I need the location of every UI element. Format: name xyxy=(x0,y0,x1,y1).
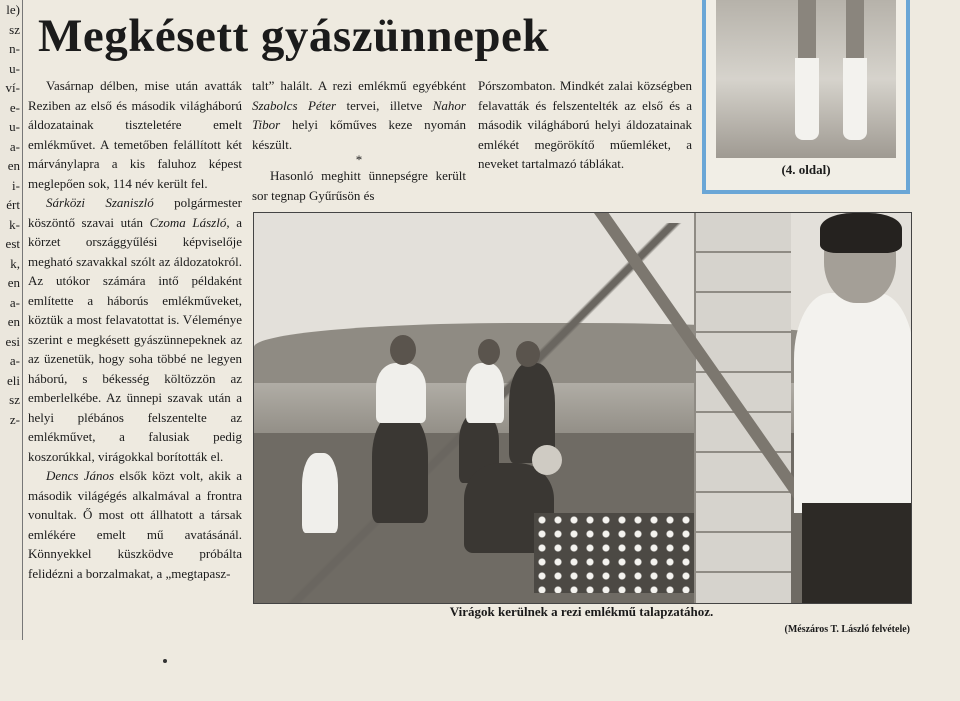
paragraph: Vasárnap délben, mise után avatták Reziben az első és második világháború áldozatainak tiszteletére emelt emlékművet. A temetőben felállított két márványlapra a kis faluhoz képest meglepően sok, 114 név került fel. xyxy=(28,78,242,191)
edge-fragment: i- xyxy=(12,177,20,193)
edge-fragment: en xyxy=(7,275,20,290)
text-run: , a körzet országgyűlési képviselője megható szavakkal szólt az áldozatokról. Az utókor számára intő példaként említette a háborús emlékműveket, köztük a most felavatottat is. Véleménye szerint e megkésett gyászünnepeknek az az üzenetük, hogy soha többé ne legyen háború, s békesség költözzön az emberlelkébe. Az ünnepi szavak után a helyi plébános felszentelte az emlékművet, a falusiak pedig koszorúkkal, virágokkal borították el. xyxy=(28,214,242,464)
main-photo xyxy=(253,212,912,604)
photo-figure xyxy=(794,293,912,513)
photo-figure xyxy=(376,363,426,423)
edge-fragment: en xyxy=(7,158,20,173)
photo-figure xyxy=(372,413,428,523)
edge-fragment: ért xyxy=(6,197,20,212)
edge-fragment: sz xyxy=(9,392,20,407)
person-name: Nahor Tibor xyxy=(252,97,466,132)
teaser-photo xyxy=(716,0,896,158)
edge-fragment: e- xyxy=(9,99,20,115)
adjacent-column-fragment xyxy=(0,0,23,640)
main-photo-caption: Virágok kerülnek a rezi emlékmű talapzatához. xyxy=(449,604,714,619)
text-run: helyi kőműves keze nyomán készült. xyxy=(252,117,466,152)
person-name: Czoma László xyxy=(149,214,227,230)
photo-credit: (Mészáros T. László felvétele) xyxy=(784,624,910,635)
article-column-3 xyxy=(478,76,692,174)
section-separator: * xyxy=(355,152,363,167)
edge-fragment: u- xyxy=(9,119,20,134)
text-run: polgármester köszöntő szavai után xyxy=(28,195,242,230)
text-run: tervei, illetve xyxy=(336,97,433,113)
photo-figure xyxy=(516,341,540,367)
edge-fragment: est xyxy=(5,236,20,251)
person-name: Szabolcs Péter xyxy=(252,97,337,113)
edge-fragment: sz xyxy=(9,21,20,37)
paragraph xyxy=(28,193,242,466)
edge-fragment: z- xyxy=(9,411,20,427)
edge-fragment: n- xyxy=(9,41,20,56)
teaser-photo-box xyxy=(702,0,910,194)
article-column-1 xyxy=(28,76,242,583)
teaser-caption: (4. oldal) xyxy=(781,162,831,177)
person-name: Dencs János xyxy=(46,468,115,483)
edge-fragment: u- xyxy=(9,60,20,76)
edge-fragment: k, xyxy=(10,255,20,271)
paragraph xyxy=(28,466,242,583)
person-name: Sárközi Szaniszló xyxy=(46,195,154,210)
photo-figure xyxy=(802,503,912,603)
text-run: talt” halált. A rezi emlékmű egyébként xyxy=(252,78,466,93)
edge-fragment: en xyxy=(7,314,20,329)
edge-fragment: esi xyxy=(5,333,20,349)
photo-figure xyxy=(820,213,902,253)
article-column-2 xyxy=(252,76,466,205)
paragraph: Hasonló meghitt ünnepségre került sor tegnap Gyűrűsön és xyxy=(252,168,466,203)
edge-fragment: k- xyxy=(9,216,20,232)
edge-fragment: a- xyxy=(9,294,20,310)
text-run: elsők közt volt, akik a második világégés alkalmával a frontra vonultak. Ő most ott állhatott a társak emlékére emelt mű avatásánál. Könnyekkel küszködve próbálta felidézni a borzalmakat, a „megtapasz- xyxy=(28,468,242,581)
print-speck xyxy=(163,659,167,663)
photo-figure xyxy=(302,453,338,533)
edge-fragment: eli xyxy=(7,372,20,388)
edge-fragment: a- xyxy=(9,353,20,368)
paragraph: Pórszombaton. Mindkét zalai községben felavatták és felszentelték az első és a második világháború helyi áldozatainak emlékét megörökítő műemléket, a neveket tartalmazó táblákat. xyxy=(478,78,692,171)
photo-figure xyxy=(390,335,416,365)
photo-figure xyxy=(466,363,504,423)
photo-figure xyxy=(532,445,562,475)
photo-detail xyxy=(843,58,867,140)
paragraph xyxy=(252,76,466,154)
edge-fragment: le) xyxy=(6,2,20,17)
edge-fragment: a- xyxy=(9,138,20,154)
edge-fragment: ví- xyxy=(5,80,20,95)
article-headline: Megkésett gyászünnepek xyxy=(38,10,549,62)
photo-figure xyxy=(478,339,500,365)
photo-detail xyxy=(795,58,819,140)
